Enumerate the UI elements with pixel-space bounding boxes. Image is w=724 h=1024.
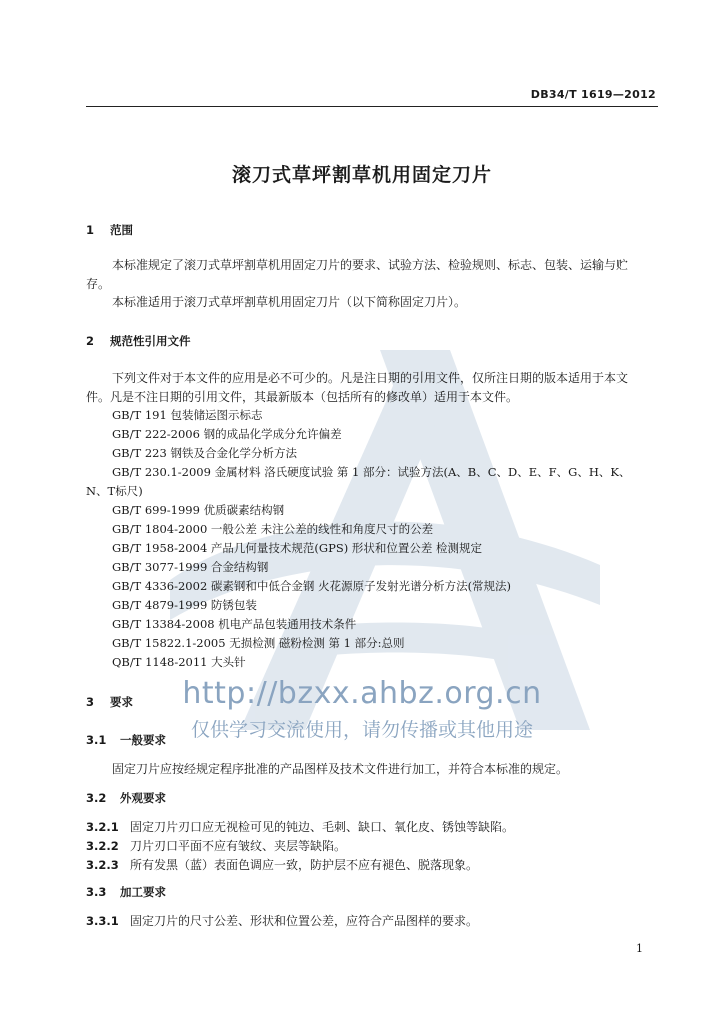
section-title: 外观要求	[120, 791, 167, 805]
section-number: 3	[86, 695, 95, 709]
section-number: 3.2	[86, 791, 107, 805]
section-title: 加工要求	[120, 885, 167, 899]
header-rule	[86, 106, 658, 107]
section-number: 3.3	[86, 885, 107, 899]
reference-item: GB/T 3077-1999 合金结构钢	[112, 560, 269, 574]
text-line: 本标准规定了滚刀式草坪割草机用固定刀片的要求、试验方法、检验规则、标志、包装、运输与贮	[112, 258, 629, 272]
clause-number: 3.3.1	[86, 914, 119, 928]
clause-number: 3.2.2	[86, 839, 119, 853]
clause-3-2-1	[86, 818, 514, 835]
section-1-paragraph-1	[86, 256, 658, 294]
clause-3-2-3	[86, 856, 478, 873]
clause-3-3-1	[86, 912, 478, 929]
normative-references-list	[86, 406, 660, 672]
reference-item: GB/T 223 钢铁及合金化学分析方法	[112, 446, 297, 460]
reference-item: GB/T 699-1999 优质碳素结构钢	[112, 503, 285, 517]
clause-text: 固定刀片刃口应无视检可见的钝边、毛刺、缺口、氧化皮、锈蚀等缺陷。	[130, 820, 515, 834]
section-2-heading	[86, 333, 191, 349]
section-number: 3.1	[86, 733, 107, 747]
document-title: 滚刀式草坪割草机用固定刀片	[231, 164, 492, 186]
reference-item-continuation: N、T标尺)	[86, 484, 143, 498]
page-number: 1	[636, 942, 643, 955]
text-line: 件。凡是不注日期的引用文件，其最新版本（包括所有的修改单）适用于本文件。	[86, 390, 519, 404]
section-1-paragraph-2: 本标准适用于滚刀式草坪割草机用固定刀片（以下简称固定刀片）。	[112, 295, 467, 309]
watermark-note: 仅供学习交流使用，请勿传播或其他用途	[190, 719, 533, 741]
clause-text: 固定刀片的尺寸公差、形状和位置公差，应符合产品图样的要求。	[130, 914, 479, 928]
reference-item: GB/T 1958-2004 产品几何量技术规范(GPS) 形状和位置公差 检测规定	[112, 541, 482, 555]
reference-item: GB/T 15822.1-2005 无损检测 磁粉检测 第 1 部分:总则	[112, 636, 405, 650]
clause-number: 3.2.3	[86, 858, 119, 872]
section-number: 1	[86, 223, 95, 237]
clause-text: 所有发黑（蓝）表面色调应一致，防护层不应有褪色、脱落现象。	[130, 858, 479, 872]
section-title: 规范性引用文件	[110, 334, 191, 348]
reference-item: GB/T 4336-2002 碳素钢和中低合金钢 火花源原子发射光谱分析方法(常规法)	[112, 579, 512, 593]
section-3-2-heading	[86, 790, 166, 806]
reference-item: QB/T 1148-2011 大头针	[112, 655, 246, 669]
reference-item: GB/T 4879-1999 防锈包装	[112, 598, 257, 612]
watermark-url: http://bzxx.ahbz.org.cn	[182, 676, 542, 711]
section-3-1-paragraph: 固定刀片应按经规定程序批准的产品图样及技术文件进行加工，并符合本标准的规定。	[112, 762, 569, 776]
reference-item: GB/T 191 包装储运图示标志	[112, 408, 263, 422]
section-3-3-heading	[86, 884, 166, 900]
reference-item: GB/T 222-2006 钢的成品化学成分允许偏差	[112, 427, 342, 441]
section-title: 要求	[110, 695, 134, 709]
section-2-paragraph	[86, 369, 658, 407]
section-title: 一般要求	[120, 733, 167, 747]
reference-item: GB/T 1804-2000 一般公差 未注公差的线性和角度尺寸的公差	[112, 522, 434, 536]
section-3-heading	[86, 694, 133, 710]
reference-item: GB/T 230.1-2009 金属材料 洛氏硬度试验 第 1 部分：试验方法(A、B、C、D、E、F、G、H、K、	[112, 465, 631, 479]
clause-number: 3.2.1	[86, 820, 119, 834]
section-3-1-heading	[86, 732, 166, 748]
text-line: 下列文件对于本文件的应用是必不可少的。凡是注日期的引用文件，仅所注日期的版本适用于本文	[112, 371, 629, 385]
reference-item: GB/T 13384-2008 机电产品包装通用技术条件	[112, 617, 357, 631]
section-1-heading	[86, 222, 133, 238]
clause-text: 刀片刃口平面不应有皱纹、夹层等缺陷。	[130, 839, 347, 853]
clause-3-2-2	[86, 837, 346, 854]
text-line: 存。	[86, 277, 111, 291]
standard-code: DB34/T 1619—2012	[530, 88, 656, 101]
section-title: 范围	[110, 223, 134, 237]
section-number: 2	[86, 334, 95, 348]
